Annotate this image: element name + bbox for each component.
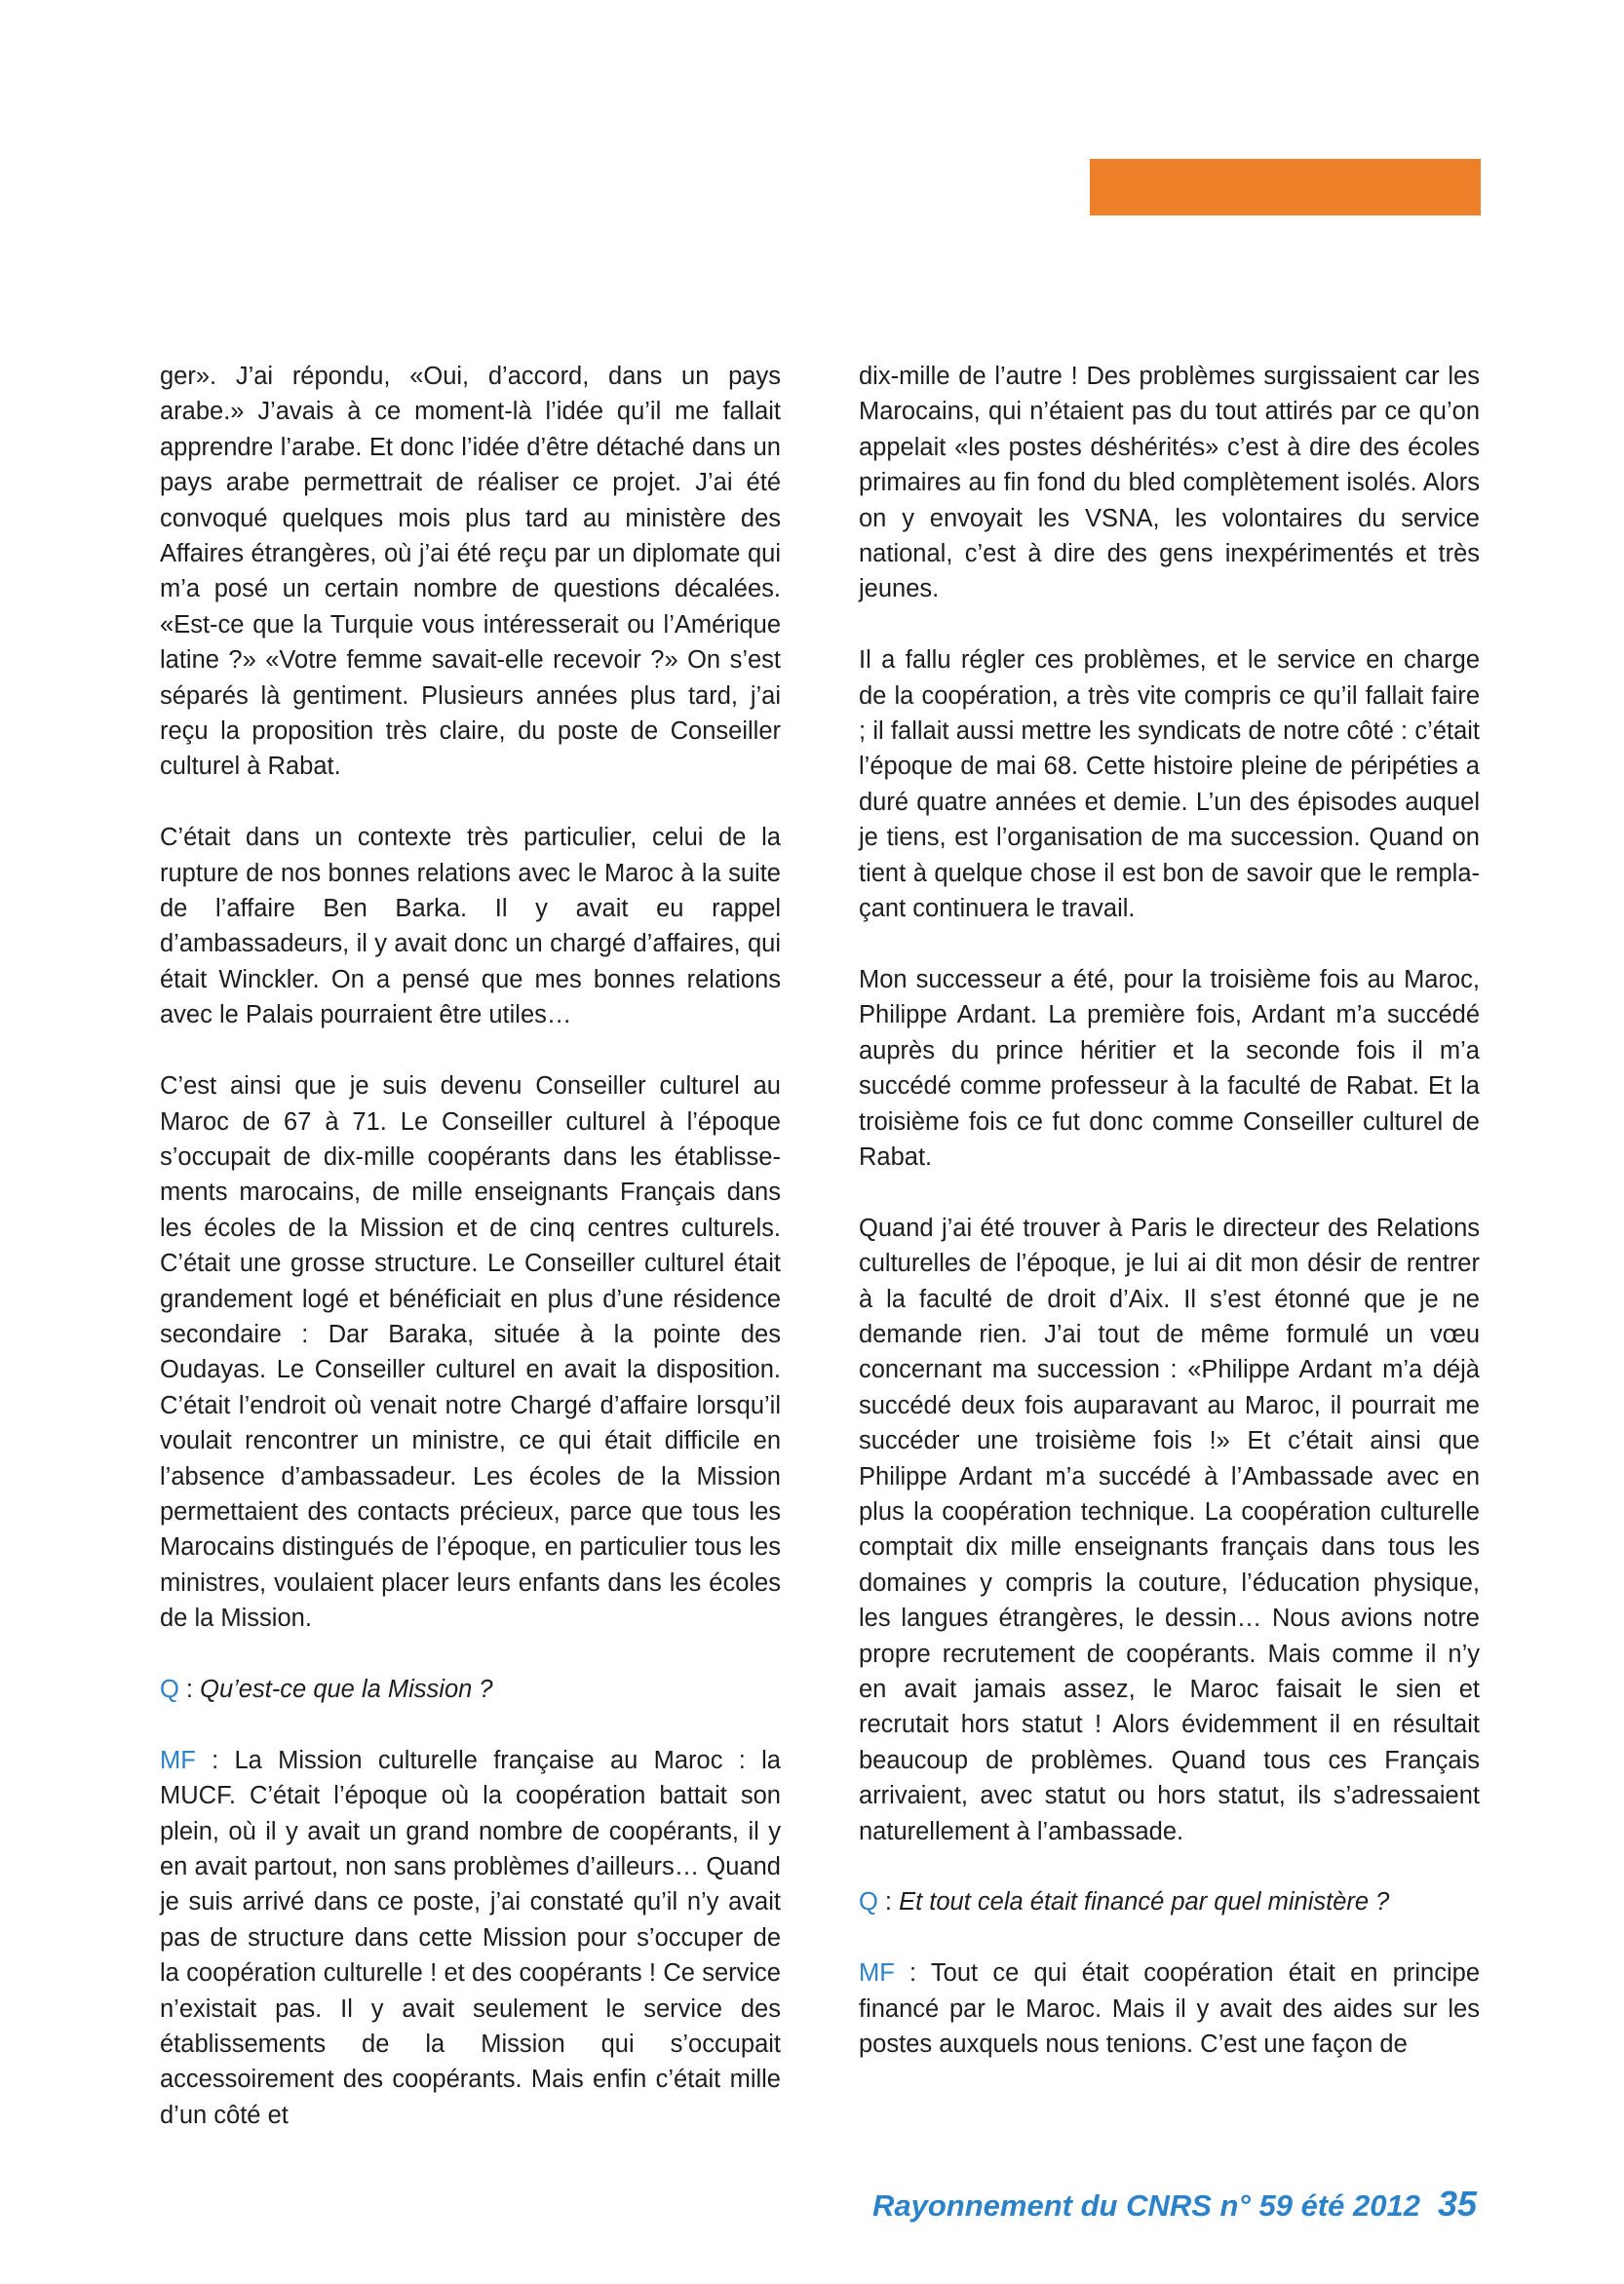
question: Q : Qu’est-ce que la Mission ? [160, 1675, 493, 1703]
speaker-label: MF [859, 1959, 895, 1988]
paragraph: dix-mille de l’autre ! Des problèmes surgissaient car les Marocains, qui n’étaient pas du tout attirés par ce qu’on appelait «les postes déshérités» c’est à dire des écoles primaires au fin fond du bled complètement isolés. Alors on y envoyait les VSNA, les volontaires du service national, c’est à dire des gens inexpérimentés et très jeunes. [859, 363, 1480, 603]
paragraph: Mon successeur a été, pour la troisième fois au Maroc, Philippe Ardant. La première fois, Ardant m’a succédé auprès du prince héritier et la seconde fois il m’a succédé comme professeur à la faculté de Rabat. Et la troisième fois ce fut donc comme Conseiller culturel de Rabat. [859, 965, 1480, 1171]
journal-title: Rayonnement du CNRS n° 59 été 2012 [872, 2188, 1420, 2223]
paragraph: C’est ainsi que je suis devenu Conseiller culturel au Maroc de 67 à 71. Le Conseiller culturel à l’époque s’occupait de dix-mille coopérants dans les établissements marocains, de mille enseignants Français dans les écoles de la Mission et de cinq centres culturels. C’était une grosse structure. Le Conseiller culturel était grandement logé et bénéficiait en plus d’une résidence secondaire : Dar Baraka, située à la pointe des Oudayas. Le Conseiller culturel en avait la disposition. C’était l’endroit où venait notre Chargé d’affaire lorsqu’il voulait rencontrer un ministre, ce qui était difficile en l’absence d’ambassadeur. Les écoles de la Mission permettaient des contacts précieux, parce que tous les Marocains distingués de l’époque, en particulier tous les ministres, voulaient placer leurs enfants dans les écoles de la Mission. [160, 1072, 781, 1633]
answer-text: Tout ce qui était coopération était en principe financé par le Maroc. Mais il y avait des aides sur les postes auxquels nous tenions. C’est une façon de [859, 1959, 1481, 2059]
page-footer [872, 2184, 1477, 2225]
right-column [859, 359, 1480, 2098]
question-text: Qu’est-ce que la Mission ? [200, 1675, 493, 1703]
answer-text: La Mission culturelle française au Maroc : la MUCF. C’était l’époque où la coopération battait son plein, où il y avait un grand nombre de coopérants, il y en avait partout, non sans problèmes d’ailleurs… Quand je suis arrivé dans ce poste, j’ai constaté qu’il n’y avait pas de structure dans cette Mission pour s’occuper de la coopération culturelle ! et des coopérants ! Ce service n’existait pas. Il y avait seulement le service des établissements de la Mission qui s’occupait accessoirement des coopérants. Mais enfin c’était mille d’un côté et [160, 1746, 781, 2129]
speaker-label: Q [160, 1675, 179, 1703]
header-orange-bar [1090, 159, 1481, 215]
paragraph: Il a fallu régler ces problèmes, et le service en charge de la coopération, a très vite compris ce qu’il fallait faire ; il fallait aussi mettre les syndicats de notre côté : c’était l’époque de mai 68. Cette histoire pleine de péripéties a duré quatre années et demie. L’un des épisodes auquel je tiens, est l’organisation de ma succession. Quand on tient à quelque chose il est bon de savoir que le remplaçant continuera le travail. [859, 646, 1480, 923]
paragraph: Quand j’ai été trouver à Paris le directeur des Relations culturelles de l’époque, je lui ai dit mon désir de rentrer à la faculté de droit d’Aix. Il s’est étonné que je ne demande rien. J’ai tout de même formulé un vœu concernant ma succession : «Philippe Ardant m’a déjà succédé deux fois auparavant au Maroc, il pourrait me succéder une troisième fois !» Et c’était ainsi que Philippe Ardant m’a succédé à l’Ambassade avec en plus la coopération technique. La coopération culturelle comptait dix mille enseignants français dans tous les domaines y compris la couture, l’éducation physique, les langues étrangères, le dessin… Nous avions notre propre recrutement de coopérants. Mais comme il n’y en avait jamais assez, le Maroc faisait le sien et recrutait hors statut ! Alors évidemment il en résultait beaucoup de problèmes. Quand tous ces Français arrivaient, avec statut ou hors statut, ils s’adressaient naturellement à l’ambassade. [859, 1214, 1480, 1845]
page-number: 35 [1437, 2184, 1477, 2224]
left-column [160, 359, 781, 2169]
answer: MF : La Mission culturelle française au Maroc : la MUCF. C’était l’époque où la coopération battait son plein, où il y avait un grand nombre de coopérants, il y en avait partout, non sans problèmes d’ailleurs… Quand je suis arrivé dans ce poste, j’ai constaté qu’il n’y avait pas de structure dans cette Mission pour s’occuper de la coopération culturelle ! et des coopérants ! Ce service n’existait pas. Il y avait seulement le service des établissements de la Mission qui s’occupait accessoirement des coopérants. Mais enfin c’était mille d’un côté et [160, 1746, 781, 2129]
answer: MF : Tout ce qui était coopération était en principe financé par le Maroc. Mais il y avait des aides sur les postes auxquels nous tenions. C’est une façon de [859, 1959, 1481, 2059]
paragraph: C’était dans un contexte très particulier, celui de la rupture de nos bonnes relations avec le Maroc à la suite de l’affaire Ben Barka. Il y avait eu rappel d’ambassadeurs, il y avait donc un chargé d’affaires, qui était Winckler. On a pensé que mes bonnes relations avec le Palais pourraient être utiles… [160, 824, 781, 1029]
question: Q : Et tout cela était financé par quel ministère ? [859, 1888, 1390, 1916]
speaker-label: MF [160, 1746, 196, 1774]
question-text: Et tout cela était financé par quel ministère ? [899, 1888, 1390, 1916]
paragraph: ger». J’ai répondu, «Oui, d’accord, dans un pays arabe.» J’avais à ce moment-là l’idée qu’il me fallait apprendre l’arabe. Et donc l’idée d’être détaché dans un pays arabe permettrait de réaliser ce projet. J’ai été convoqué quelques mois plus tard au ministère des Affaires étrangères, où j’ai été reçu par un diplomate qui m’a posé un certain nombre de questions décalées. «Est-ce que la Turquie vous intéresserait ou l’Amérique latine ?» «Votre femme savait-elle recevoir ?» On s’est séparés là gentiment. Plusieurs années plus tard, j’ai reçu la proposition très claire, du poste de Conseiller culturel à Rabat. [160, 363, 781, 781]
speaker-label: Q [859, 1888, 878, 1916]
